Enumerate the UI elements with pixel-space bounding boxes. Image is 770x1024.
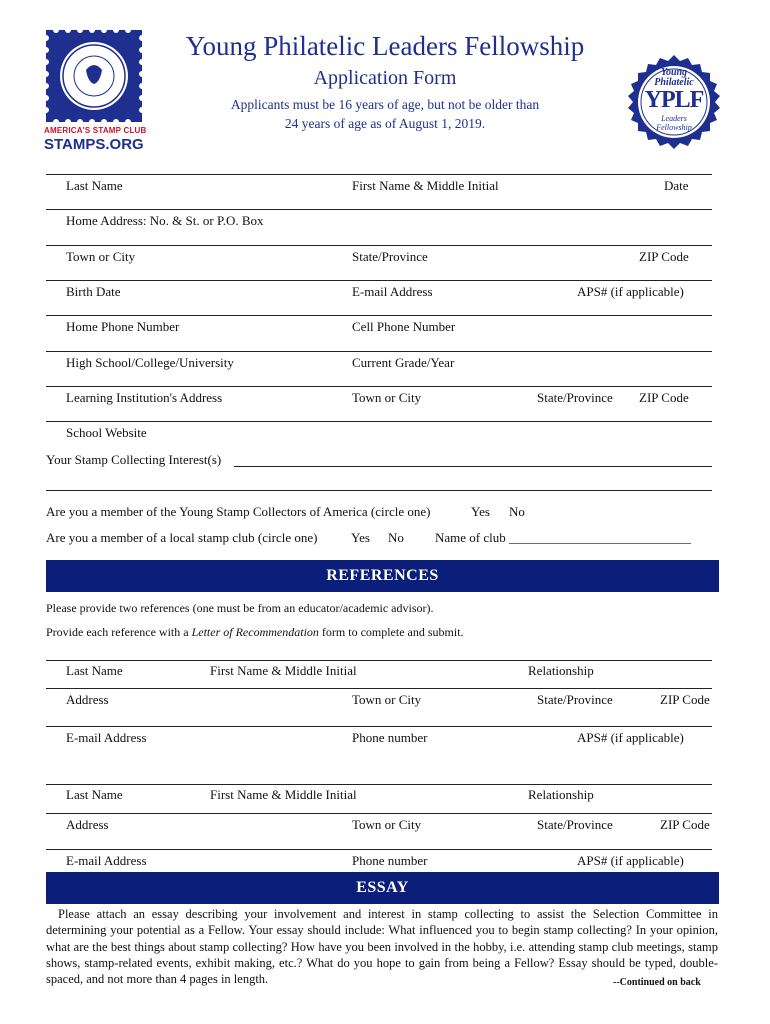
- form-title: Young Philatelic Leaders Fellowship: [185, 31, 585, 61]
- home-address-field[interactable]: Home Address: No. & St. or P.O. Box: [66, 213, 264, 228]
- ref2-relationship-field[interactable]: Relationship: [528, 787, 594, 802]
- institution-address-field[interactable]: Learning Institution's Address: [66, 390, 223, 405]
- rule-line: [46, 386, 712, 387]
- interests-line[interactable]: [234, 466, 712, 467]
- ref1-state-field[interactable]: State/Province: [537, 692, 613, 707]
- ref1-aps-field[interactable]: APS# (if applicable): [577, 730, 684, 745]
- ref2-zip-field[interactable]: ZIP Code: [660, 817, 710, 832]
- last-name-field[interactable]: Last Name: [66, 178, 123, 193]
- rule-line: [46, 784, 712, 785]
- rule-line: [46, 660, 712, 661]
- yplf-line3: Leaders: [661, 114, 687, 123]
- rule-line: [46, 849, 712, 850]
- ref2-aps-field[interactable]: APS# (if applicable): [577, 853, 684, 868]
- yplf-line2: Philatelic: [654, 77, 694, 88]
- rule-line: [46, 209, 712, 210]
- eligibility-line-2: 24 years of age as of August 1, 2019.: [284, 116, 486, 131]
- local-no-option[interactable]: No: [388, 530, 404, 545]
- institution-town-field[interactable]: Town or City: [352, 390, 422, 405]
- yplf-line1: Young: [660, 67, 688, 78]
- rule-line: [46, 726, 712, 727]
- aps-site: STAMPS.ORG: [44, 136, 144, 153]
- aps-club-name: AMERICA'S STAMP CLUB: [44, 126, 147, 135]
- zip-field[interactable]: ZIP Code: [639, 249, 689, 264]
- grade-field[interactable]: Current Grade/Year: [352, 355, 455, 370]
- email-field[interactable]: E-mail Address: [352, 284, 433, 299]
- institution-state-field[interactable]: State/Province: [537, 390, 613, 405]
- ref1-town-field[interactable]: Town or City: [352, 692, 422, 707]
- rule-line: [46, 315, 712, 316]
- ref1-relationship-field[interactable]: Relationship: [528, 663, 594, 678]
- date-field[interactable]: Date: [664, 178, 689, 193]
- ysca-question: Are you a member of the Young Stamp Collectors of America (circle one): [46, 504, 431, 519]
- instructions-text: Provide each reference with a: [46, 625, 192, 639]
- ref2-first-name-field[interactable]: First Name & Middle Initial: [210, 787, 357, 802]
- ref1-first-name-field[interactable]: First Name & Middle Initial: [210, 663, 357, 678]
- ref2-address-field[interactable]: Address: [66, 817, 109, 832]
- rule-line: [46, 174, 712, 175]
- rule-line: [46, 280, 712, 281]
- ref2-town-field[interactable]: Town or City: [352, 817, 422, 832]
- ysca-yes-option[interactable]: Yes: [471, 504, 490, 519]
- references-heading: REFERENCES: [46, 560, 719, 592]
- essay-heading: ESSAY: [46, 872, 719, 904]
- first-name-field[interactable]: First Name & Middle Initial: [352, 178, 499, 193]
- rule-line: [46, 813, 712, 814]
- town-field[interactable]: Town or City: [66, 249, 136, 264]
- birth-date-field[interactable]: Birth Date: [66, 284, 121, 299]
- rule-line: [46, 245, 712, 246]
- local-club-question: Are you a member of a local stamp club (circle one): [46, 530, 318, 545]
- home-phone-field[interactable]: Home Phone Number: [66, 319, 180, 334]
- yplf-monogram: YPLF: [644, 87, 704, 113]
- ysca-no-option[interactable]: No: [509, 504, 525, 519]
- institution-zip-field[interactable]: ZIP Code: [639, 390, 689, 405]
- rule-line: [46, 351, 712, 352]
- club-name-field[interactable]: Name of club ____________________________: [435, 530, 692, 545]
- local-yes-option[interactable]: Yes: [351, 530, 370, 545]
- ref1-phone-field[interactable]: Phone number: [352, 730, 428, 745]
- ref1-email-field[interactable]: E-mail Address: [66, 730, 147, 745]
- cell-phone-field[interactable]: Cell Phone Number: [352, 319, 456, 334]
- ref2-last-name-field[interactable]: Last Name: [66, 787, 123, 802]
- ref2-phone-field[interactable]: Phone number: [352, 853, 428, 868]
- rule-line: [46, 688, 712, 689]
- references-instructions-2: [46, 625, 464, 640]
- continued-on-back: --Continued on back: [613, 977, 701, 988]
- interests-line-2[interactable]: [46, 490, 712, 491]
- ref2-email-field[interactable]: E-mail Address: [66, 853, 147, 868]
- eligibility-line-1: Applicants must be 16 years of age, but not be older than: [230, 97, 540, 112]
- yplf-line4: Fellowship: [656, 123, 692, 132]
- school-field[interactable]: High School/College/University: [66, 355, 234, 370]
- interests-label: Your Stamp Collecting Interest(s): [46, 452, 222, 467]
- aps-number-field[interactable]: APS# (if applicable): [577, 284, 684, 299]
- state-field[interactable]: State/Province: [352, 249, 428, 264]
- ref1-address-field[interactable]: Address: [66, 692, 109, 707]
- school-website-field[interactable]: School Website: [66, 425, 147, 440]
- rule-line: [46, 421, 712, 422]
- form-subtitle: Application Form: [313, 67, 457, 89]
- letter-of-recommendation: Letter of Recommendation: [191, 625, 319, 639]
- essay-body: Please attach an essay describing your involvement and interest in stamp collecting to assist the Selection Committee in determining your potential as a Fellow. Your essay should include: What influenced you to begin stamp collecting? In your opinion, what are the best things about stamp collecting? How have you been involved in the hobby, i.e. attending stamp club meetings, stamp shows, stamp-related events, exhibit making, etc.? What do you hope to gain from being a Fellow? Essay should be typed, double-spaced, and not more than 4 pages in length.: [46, 907, 718, 987]
- references-instructions-1: Please provide two references (one must be from an educator/academic advisor).: [46, 601, 434, 615]
- ref2-state-field[interactable]: State/Province: [537, 817, 613, 832]
- ref1-last-name-field[interactable]: Last Name: [66, 663, 123, 678]
- ref1-zip-field[interactable]: ZIP Code: [660, 692, 710, 707]
- instructions-text: form to complete and submit.: [318, 625, 464, 639]
